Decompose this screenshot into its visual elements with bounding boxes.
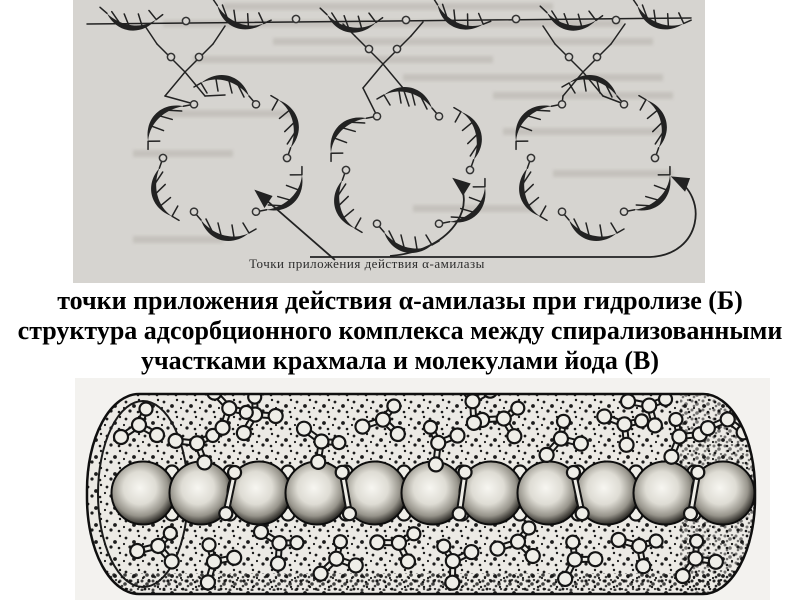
starch-helix-cylinder [87,381,756,594]
amylase-arrow-middle [390,180,464,256]
branch-point-right [555,44,611,96]
glucose-ring-left [138,75,313,241]
figure-v-drawing [85,381,762,600]
bleed-through-text [133,3,673,243]
amylase-arrow-right [310,178,696,257]
caption-line-3: участками крахмала и молекулами йода (В) [141,346,659,375]
figure-b-drawing [73,0,705,283]
figure-top-caption: Точки приложения действия α-амилазы [249,256,485,271]
caption-line-2: структура адсорбционного комплекса между спирализованными [17,316,783,345]
glucose-ring-middle [321,87,496,253]
amylase-arrow-left [257,192,335,260]
slide-caption [0,286,800,376]
caption-line-1: точки приложения действия α-амилазы при гидролизе (Б) [57,286,743,315]
branch-connectors [145,22,625,116]
figure-iodine-starch-complex [75,378,770,600]
glucose-ring-right [506,75,681,241]
figure-amylase-attack-points [73,0,705,283]
